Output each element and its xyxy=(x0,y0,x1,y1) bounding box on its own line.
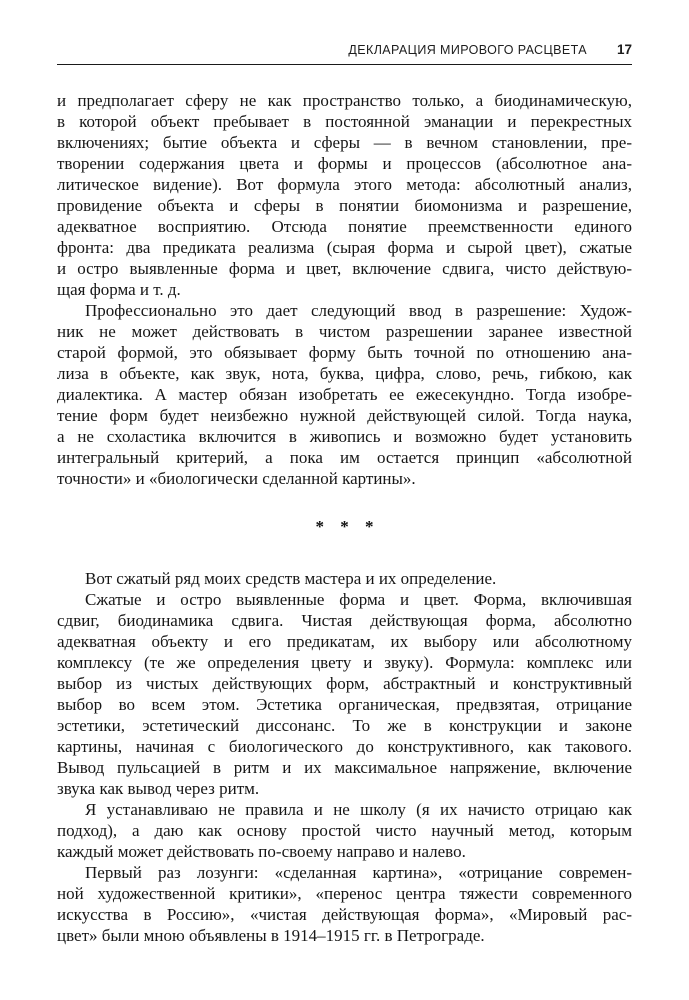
text-line: интегральный критерий, а пока им остается принцип «абсолютной xyxy=(57,448,632,467)
text-line: щая форма и т. д. xyxy=(57,280,181,299)
text-line: включениях; бытие объекта и сферы — в вечном становлении, пре- xyxy=(57,133,632,152)
text-line: Сжатые и остро выявленные форма и цвет. Форма, включившая xyxy=(85,590,632,609)
text-line: выбор во всем этом. Эстетика органическая, предвзятая, отрицание xyxy=(57,695,632,714)
text-line: ник не может действовать в чистом разрешении заранее известной xyxy=(57,322,632,341)
page-body xyxy=(57,90,632,946)
text-line: подход), а даю как основу простой чисто научный метод, которым xyxy=(57,821,632,840)
page-number: 17 xyxy=(616,42,632,57)
text-line: старой формой, это обязывает форму быть точной по отношению ана- xyxy=(57,343,632,362)
text-line: и остро выявленные форма и цвет, включение сдвига, чисто действую- xyxy=(57,259,632,278)
text-line: Профессионально это дает следующий ввод в разрешение: Худож- xyxy=(85,301,632,320)
text-line: и предполагает сферу не как пространство только, а биодинамическую, xyxy=(57,91,632,110)
text-line: фронта: два предиката реализма (сырая форма и сырой цвет), сжатые xyxy=(57,238,632,257)
text-line: творении содержания цвета и формы и процессов (абсолютное ана- xyxy=(57,154,632,173)
text-line: сдвиг, биодинамика сдвига. Чистая действующая форма, абсолютно xyxy=(57,611,632,630)
text-line: цвет» были мною объявлены в 1914–1915 гг. в Петрограде. xyxy=(57,926,485,945)
text-line: Вот сжатый ряд моих средств мастера и их определение. xyxy=(85,569,497,588)
page-header xyxy=(57,42,632,65)
text-line: провидение объекта и сферы в понятии биомонизма и разрешение, xyxy=(57,196,632,215)
text-line: литическое видение). Вот формула этого метода: абсолютный анализ, xyxy=(57,175,632,194)
text-line: в которой объект пребывает в постоянной эманации и перекрестных xyxy=(57,112,632,131)
section-separator: * * * xyxy=(315,517,374,536)
text-line: точности» и «биологически сделанной картины». xyxy=(57,469,416,488)
text-line: адекватное восприятию. Отсюда понятие преемственности единого xyxy=(57,217,632,236)
text-line: тение форм будет неизбежно нужной действующей силой. Тогда наука, xyxy=(57,406,632,425)
text-line: комплексу (те же определения цвету и звуку). Формула: комплекс или xyxy=(57,653,632,672)
text-line: выбор из чистых действующих форм, абстрактный и конструктивный xyxy=(57,674,632,693)
text-line: ной художественной критики», «перенос центра тяжести современного xyxy=(57,884,632,903)
text-line: Я устанавливаю не правила и не школу (я их начисто отрицаю как xyxy=(85,800,632,819)
text-line: картины, начиная с биологического до конструктивного, как такового. xyxy=(57,737,632,756)
text-line: лиза в объекте, как звук, нота, буква, цифра, слово, речь, гибкою, как xyxy=(57,364,632,383)
text-line: искусства в Россию», «чистая действующая форма», «Мировый рас- xyxy=(57,905,632,924)
text-line: адекватная объекту и его предикатам, их выбору или абсолютному xyxy=(57,632,632,651)
text-line: диалектика. А мастер обязан изобретать ее ежесекундно. Тогда изобре- xyxy=(57,385,632,404)
text-line: каждый может действовать по-своему направо и налево. xyxy=(57,842,466,861)
text-line: Первый раз лозунги: «сделанная картина», «отрицание современ- xyxy=(85,863,632,882)
text-line: Вывод пульсацией в ритм и их максимальное напряжение, включение xyxy=(57,758,632,777)
text-line: эстетики, эстетический диссонанс. То же в конструкции и законе xyxy=(57,716,632,735)
text-line: звука как вывод через ритм. xyxy=(57,779,260,798)
running-head-title: ДЕКЛАРАЦИЯ МИРОВОГО РАСЦВЕТА xyxy=(348,43,587,57)
text-line: а не схоластика включится в живопись и возможно будет установить xyxy=(57,427,632,446)
